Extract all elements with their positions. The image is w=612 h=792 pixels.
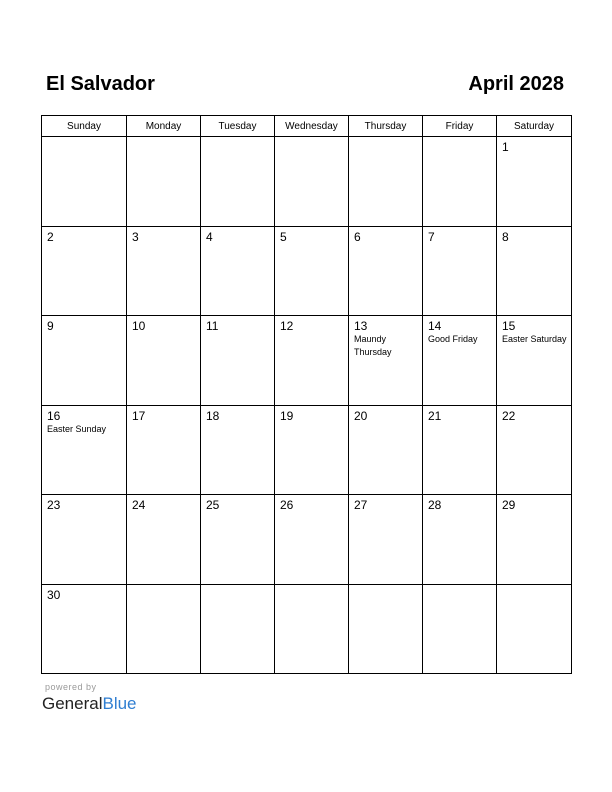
day-cell: [275, 137, 349, 227]
day-number: 21: [428, 408, 442, 423]
weekday-sunday: Sunday: [42, 116, 127, 137]
day-cell: [423, 137, 497, 227]
day-number: 22: [502, 408, 516, 423]
day-number: 9: [47, 319, 54, 333]
day-cell: [497, 495, 572, 585]
day-cell: [349, 405, 423, 495]
day-number: 12: [280, 319, 294, 333]
weekday-monday: Monday: [127, 116, 201, 137]
week-row: [42, 405, 572, 495]
weekday-wednesday: Wednesday: [275, 116, 349, 137]
powered-by-label: powered by: [45, 682, 97, 692]
day-number: [423, 137, 496, 140]
weekday-thursday: Thursday: [349, 116, 423, 137]
day-number: 8: [502, 229, 509, 244]
day-number: 16: [47, 408, 61, 423]
day-number: 15: [502, 319, 516, 333]
day-number: 20: [354, 408, 368, 423]
week-row: [42, 495, 572, 585]
day-cell: [201, 226, 275, 316]
day-number: 19: [280, 408, 294, 423]
day-cell: [127, 584, 201, 674]
day-number: 18: [206, 408, 220, 423]
day-cell: [497, 137, 572, 227]
day-number: 14: [428, 319, 442, 333]
day-cell: [275, 405, 349, 495]
day-number: 23: [47, 498, 61, 512]
week-row: [42, 584, 572, 674]
day-cell: [201, 316, 275, 406]
day-number: [349, 585, 422, 588]
day-number: [423, 585, 496, 588]
day-cell: [349, 226, 423, 316]
calendar-grid: [41, 115, 572, 674]
day-cell: [127, 226, 201, 316]
day-number: [42, 137, 126, 140]
brand-blue-text: Blue: [102, 694, 137, 713]
weekday-tuesday: Tuesday: [201, 116, 275, 137]
day-cell: [42, 137, 127, 227]
holiday-label: Easter Sunday: [47, 423, 107, 434]
day-number: 27: [354, 498, 368, 512]
day-number: 10: [132, 319, 146, 333]
day-number: [275, 137, 348, 140]
week-row: [42, 137, 572, 227]
day-cell: [42, 226, 127, 316]
day-number: [497, 585, 571, 588]
holiday-label: Maundy Thursday: [354, 334, 392, 357]
weekday-friday: Friday: [423, 116, 497, 137]
day-number: 3: [132, 229, 139, 244]
day-cell: [423, 226, 497, 316]
day-number: [201, 137, 274, 140]
generalblue-logo[interactable]: [42, 693, 137, 715]
day-cell: [423, 316, 497, 406]
day-cell: [275, 316, 349, 406]
week-row: [42, 316, 572, 406]
day-cell: [275, 495, 349, 585]
day-number: 5: [280, 229, 287, 244]
day-number: 29: [502, 498, 516, 512]
holiday-label: Good Friday: [428, 334, 478, 344]
day-number: 1: [502, 140, 509, 154]
day-cell: [42, 405, 127, 495]
day-cell: [497, 226, 572, 316]
day-cell: [423, 495, 497, 585]
day-number: 17: [132, 408, 146, 423]
day-cell: [349, 137, 423, 227]
day-cell: [42, 495, 127, 585]
day-number: 24: [132, 498, 146, 512]
day-cell: [42, 316, 127, 406]
day-cell: [497, 316, 572, 406]
day-number: 7: [428, 229, 435, 244]
day-number: 26: [280, 498, 294, 512]
day-cell: [497, 405, 572, 495]
day-cell: [349, 495, 423, 585]
day-number: 25: [206, 498, 220, 512]
day-cell: [201, 584, 275, 674]
day-number: 11: [206, 319, 219, 333]
day-number: [349, 137, 422, 140]
day-cell: [349, 584, 423, 674]
day-cell: [201, 495, 275, 585]
day-cell: [497, 584, 572, 674]
day-number: 13: [354, 319, 368, 333]
day-number: [127, 585, 200, 588]
day-cell: [127, 316, 201, 406]
day-cell: [201, 405, 275, 495]
day-cell: [42, 584, 127, 674]
day-number: [201, 585, 274, 588]
day-cell: [423, 584, 497, 674]
brand-general-text: General: [42, 694, 103, 713]
day-cell: [275, 584, 349, 674]
month-title: April 2028: [468, 73, 564, 95]
day-number: 2: [47, 229, 54, 244]
day-cell: [423, 405, 497, 495]
day-number: 6: [354, 229, 361, 244]
country-title: El Salvador: [46, 73, 155, 95]
week-row: [42, 226, 572, 316]
day-cell: [127, 495, 201, 585]
weekday-header-row: [42, 116, 572, 137]
day-number: 4: [206, 229, 213, 244]
day-cell: [127, 137, 201, 227]
day-number: 30: [47, 587, 61, 602]
day-number: [127, 137, 200, 140]
day-cell: [127, 405, 201, 495]
weekday-saturday: Saturday: [497, 116, 572, 137]
day-cell: [201, 137, 275, 227]
holiday-label: Easter Saturday: [502, 334, 567, 344]
day-cell: [275, 226, 349, 316]
day-number: [275, 585, 348, 588]
day-number: 28: [428, 498, 442, 512]
day-cell: [349, 316, 423, 406]
